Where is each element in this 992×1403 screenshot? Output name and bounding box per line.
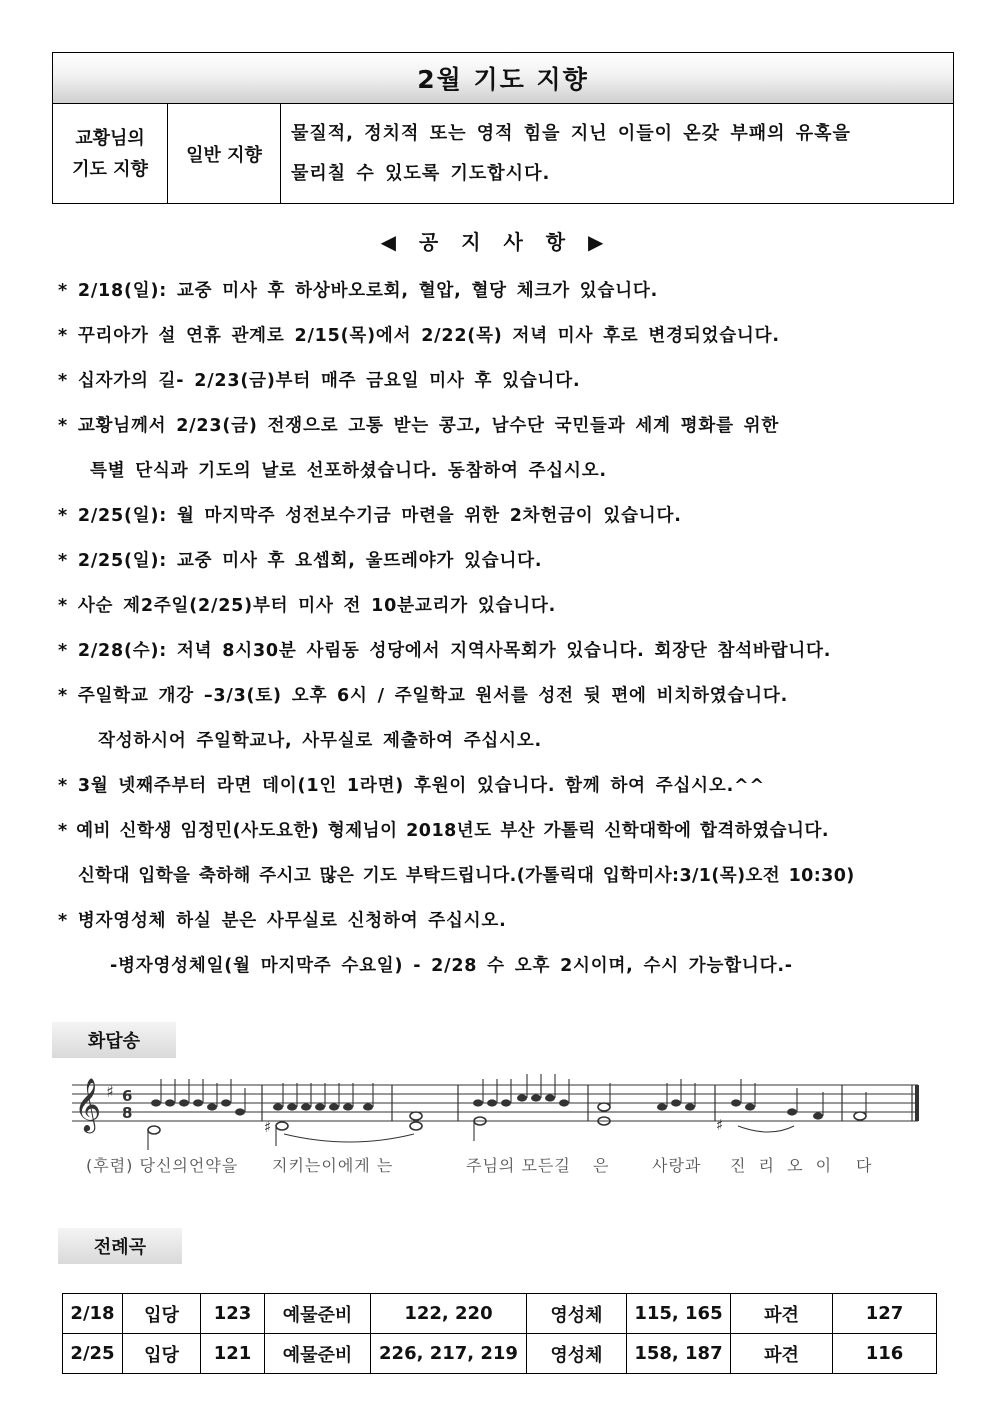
prayer-text-line1: 물질적, 정치적 또는 영적 힘을 지닌 이들이 온갖 부패의 유혹을 [291,122,851,144]
notice-line: * 예비 신학생 임정민(사도요한) 형제님이 2018년도 부산 가톨릭 신학대학에 합격하였습니다. [58,821,830,841]
psalm-lyric: 지키는이에게 는 [272,1156,394,1175]
notice-line: * 2/28(수): 저녁 8시30분 사림동 성당에서 지역사목회가 있습니다. 회장단 참석바랍니다. [58,641,832,661]
hymn-number: 116 [833,1334,937,1374]
hymn-part: 영성체 [527,1294,627,1334]
notice-line: 작성하시어 주일학교나, 사무실로 제출하여 주십시오. [98,731,542,751]
prayer-intention-table [52,52,954,204]
psalm-lyric: 다 [856,1156,873,1175]
hymn-part: 파견 [731,1294,833,1334]
hymn-table [62,1293,937,1374]
notice-line: * 십자가의 길- 2/23(금)부터 매주 금요일 미사 후 있습니다. [58,371,581,391]
notice-line: * 주일학교 개강 –3/3(토) 오후 6시 / 주일학교 원서를 성전 뒷 편에 비치하였습니다. [58,686,789,706]
hymn-number: 158, 187 [627,1334,731,1374]
table-row [63,1334,937,1374]
svg-text:6: 6 [122,1087,133,1105]
hymn-date: 2/18 [63,1294,123,1334]
hymn-part: 예물준비 [265,1334,371,1374]
hymn-number: 122, 220 [371,1294,527,1334]
general-intention-label: 일반 지향 [168,104,281,203]
psalm-label: 화답송 [52,1022,176,1058]
psalm-lyric: 진 리 오 이 [730,1156,833,1175]
notice-line: -병자영성체일(월 마지막주 수요일) - 2/28 수 오후 2시이며, 수시 가능합니다.- [110,956,793,976]
notice-line: 특별 단식과 기도의 날로 선포하셨습니다. 동참하여 주십시오. [90,461,607,481]
notice-line: * 2/25(일): 교중 미사 후 요셉회, 울뜨레야가 있습니다. [58,551,543,571]
table-row [63,1294,937,1334]
hymn-part: 파견 [731,1334,833,1374]
svg-text:𝄞: 𝄞 [74,1077,102,1131]
psalm-lyric: 사랑과 [652,1156,702,1175]
pope-intention-label-line1: 교황님의 [75,127,145,149]
svg-text:8: 8 [122,1104,133,1122]
notice-line: * 2/25(일): 월 마지막주 성전보수기금 마련을 위한 2차헌금이 있습니다. [58,506,682,526]
pope-intention-label-line2: 기도 지향 [72,158,148,180]
svg-text:♯: ♯ [264,1118,272,1136]
hymn-date: 2/25 [63,1334,123,1374]
hymns-label: 전례곡 [58,1228,182,1264]
hymn-number: 226, 217, 219 [371,1334,527,1374]
hymn-part: 예물준비 [265,1294,371,1334]
prayer-title: 2월 기도 지향 [53,53,953,104]
hymn-part: 영성체 [527,1334,627,1374]
psalm-lyric: (후렴) 당신의언약을 [86,1156,239,1175]
hymn-part: 입당 [123,1334,201,1374]
psalm-lyric: 주님의 모든길 [466,1156,571,1175]
notice-line: * 꾸리아가 설 연휴 관계로 2/15(목)에서 2/22(목) 저녁 미사 후로 변경되었습니다. [58,326,780,346]
notice-line: * 2/18(일): 교중 미사 후 하상바오로회, 혈압, 혈당 체크가 있습니다. [58,281,659,301]
notice-line: 신학대 입학을 축하해 주시고 많은 기도 부탁드립니다.(가톨릭대 입학미사:3/1(목)오전 10:30) [78,866,855,886]
notice-title: ◀ 공 지 사 항 ▶ [380,230,612,254]
hymn-number: 115, 165 [627,1294,731,1334]
svg-text:♯: ♯ [106,1082,114,1101]
hymn-part: 입당 [123,1294,201,1334]
hymn-number: 123 [201,1294,265,1334]
prayer-text [281,104,953,203]
svg-text:♯: ♯ [716,1116,724,1134]
hymn-number: 127 [833,1294,937,1334]
pope-intention-label [53,104,168,203]
notice-line: * 사순 제2주일(2/25)부터 미사 전 10분교리가 있습니다. [58,596,557,616]
prayer-text-line2: 물리칠 수 있도록 기도합시다. [291,162,551,184]
notice-line: * 3월 넷째주부터 라면 데이(1인 1라면) 후원이 있습니다. 함께 하여 주십시오.^^ [58,776,765,796]
psalm-lyric: 은 [593,1156,610,1175]
notice-line: * 병자영성체 하실 분은 사무실로 신청하여 주십시오. [58,911,507,931]
notice-line: * 교황님께서 2/23(금) 전쟁으로 고통 받는 콩고, 남수단 국민들과 세계 평화를 위한 [58,416,780,436]
hymn-number: 121 [201,1334,265,1374]
